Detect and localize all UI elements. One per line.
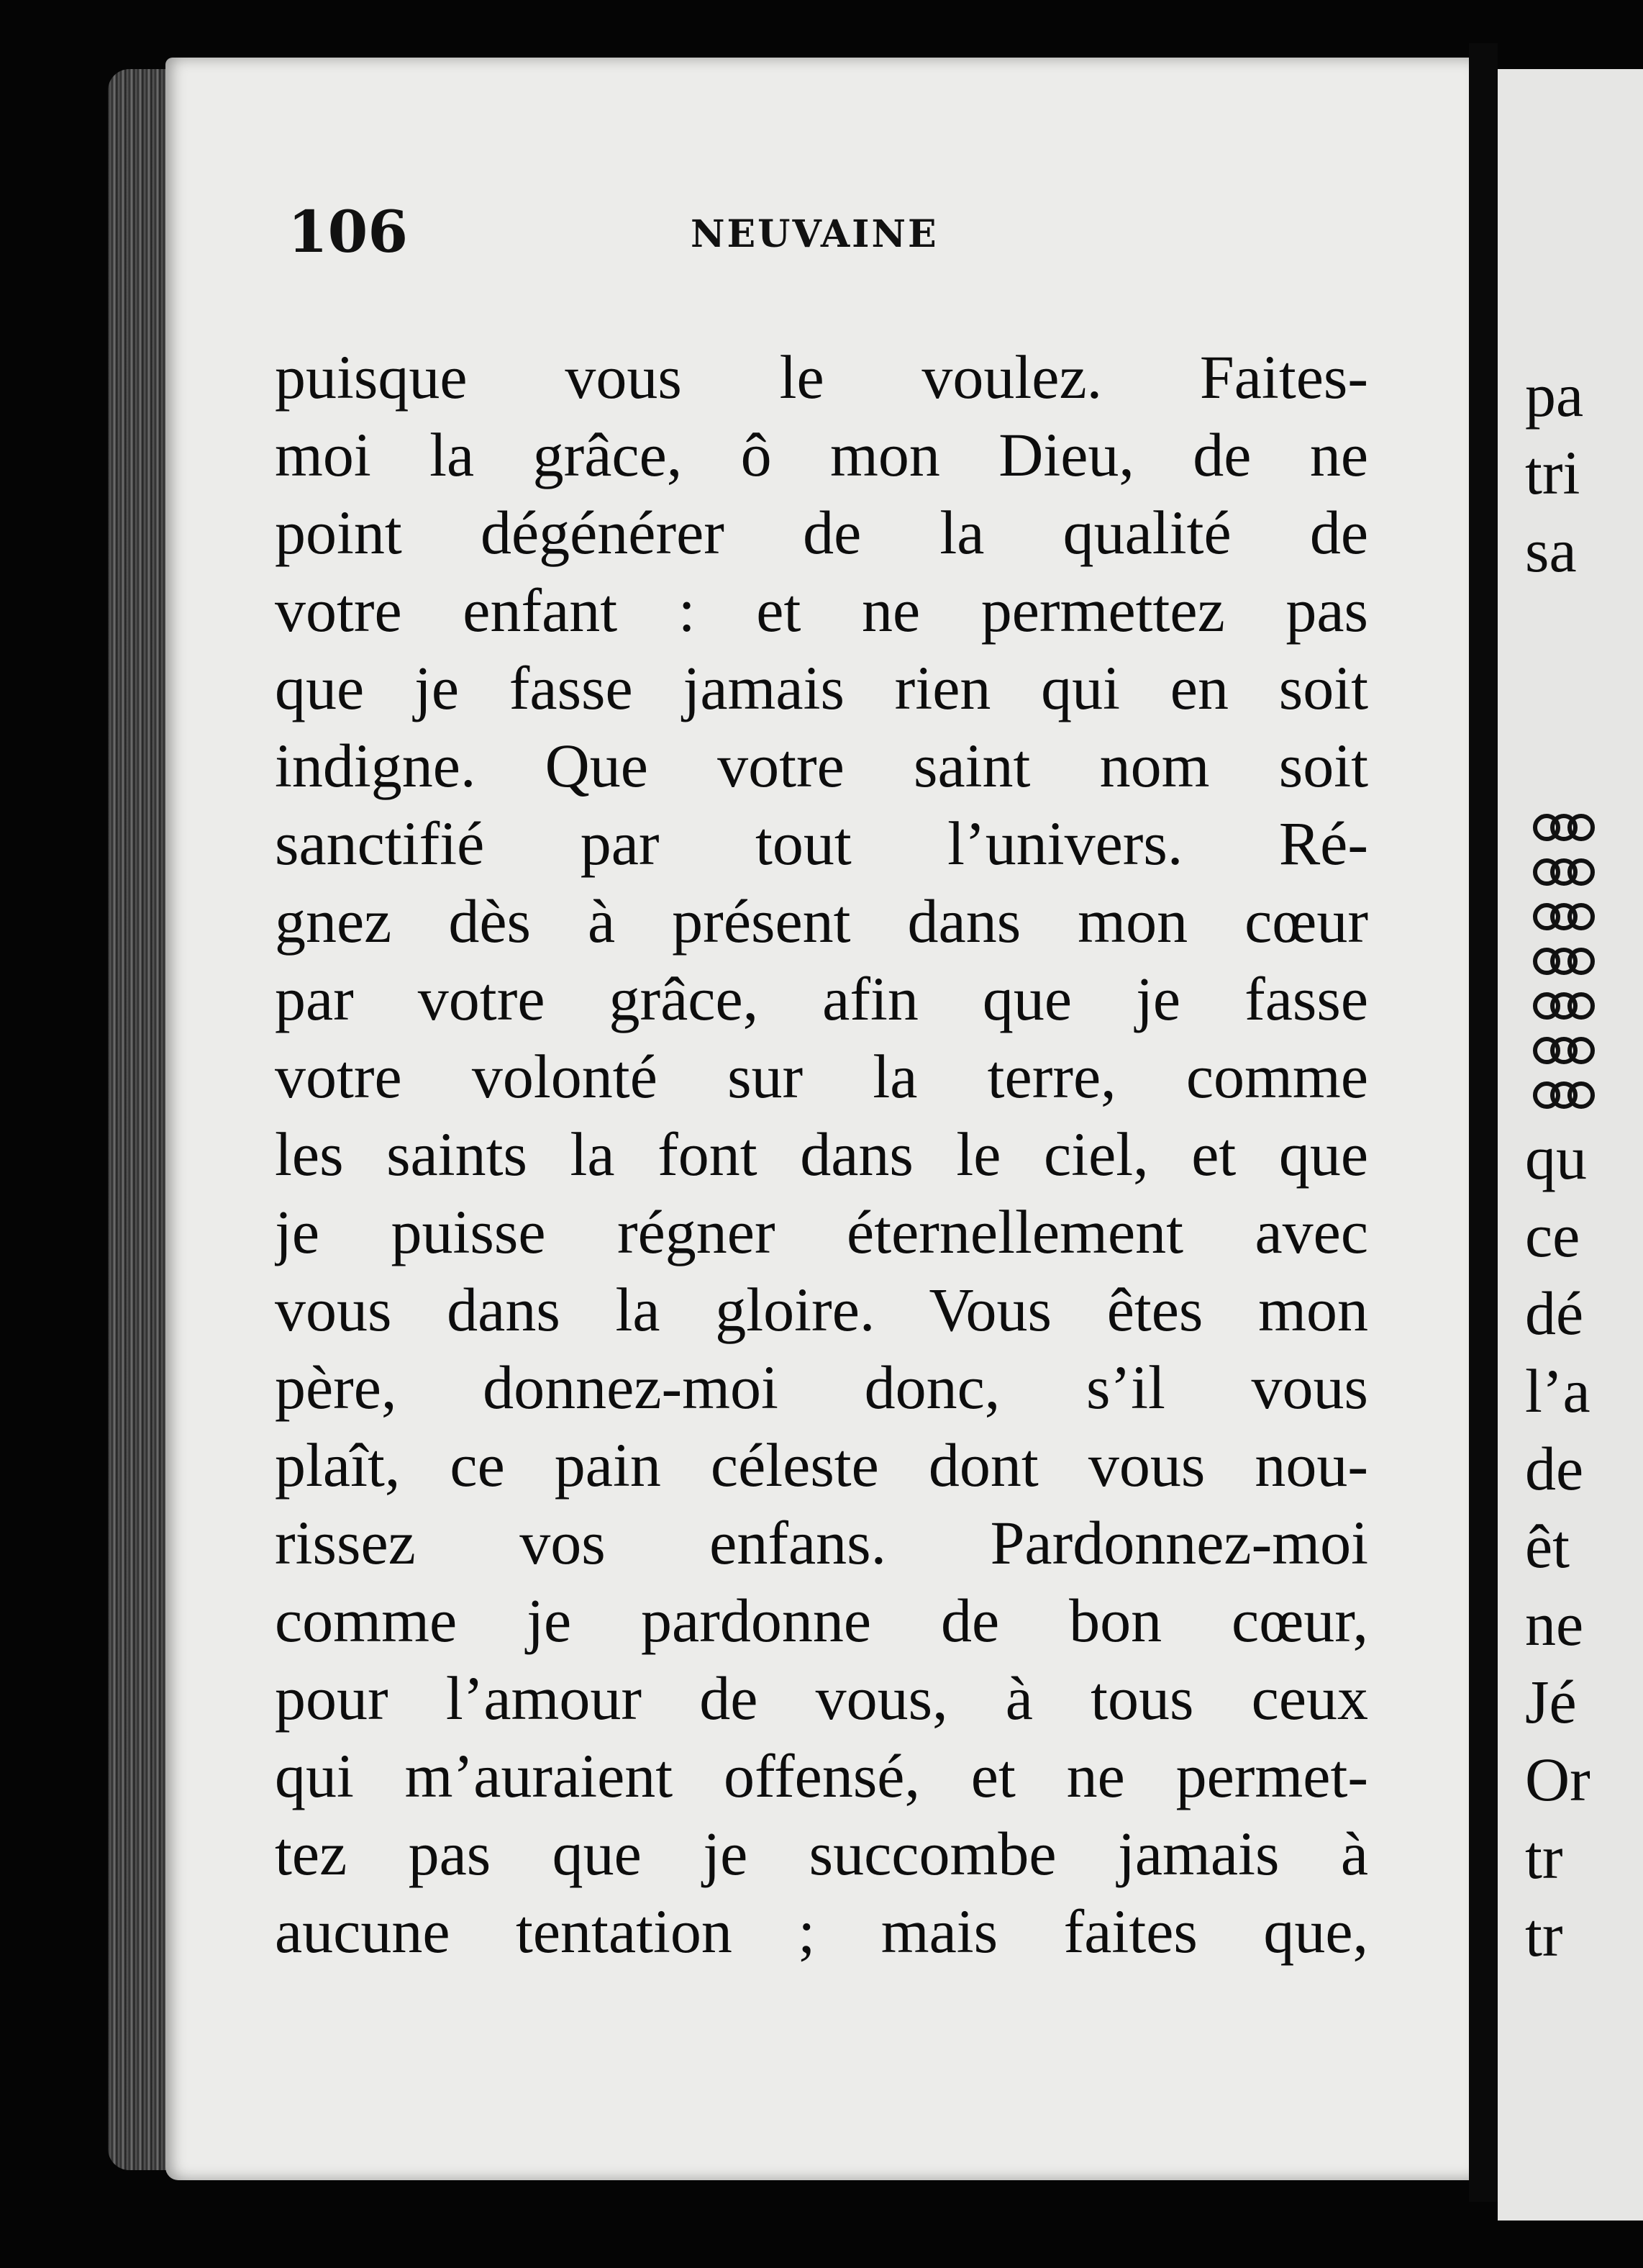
right-page-fragment-text: êt (1525, 1512, 1570, 1581)
running-head-title: NEUVAINE (691, 212, 939, 256)
text-line: indigne. Que votre saint nom soit (275, 731, 1368, 800)
right-page-fragment-text: ne (1525, 1589, 1584, 1659)
text-line: votre volonté sur la terre, comme (275, 1042, 1368, 1111)
right-page-fragment-text: l’a (1525, 1356, 1590, 1425)
floral-ornament-icon (1525, 806, 1643, 1122)
right-page-fragment-text: Jé (1525, 1667, 1577, 1736)
right-page-fragment-text: tr (1525, 1823, 1563, 1892)
text-line: sanctifié par tout l’univers. Ré- (275, 809, 1368, 878)
text-line: aucune tentation ; mais faites que, (275, 1897, 1368, 1966)
text-line: qui m’auraient offensé, et ne permet- (275, 1741, 1368, 1810)
running-head (288, 198, 1367, 270)
page-number: 106 (288, 198, 408, 266)
text-line: comme je pardonne de bon cœur, (275, 1586, 1368, 1655)
text-line: rissez vos enfans. Pardonnez-moi (275, 1508, 1368, 1577)
text-line: que je fasse jamais rien qui en soit (275, 653, 1368, 722)
text-line: gnez dès à présent dans mon cœur (275, 886, 1368, 956)
text-line: père, donnez-moi donc, s’il vous (275, 1353, 1368, 1422)
right-page-fragment-text: tr (1525, 1900, 1563, 1969)
right-page-fragment-text: tri (1525, 438, 1580, 507)
text-line: votre enfant : et ne permettez pas (275, 576, 1368, 645)
text-line: moi la grâce, ô mon Dieu, de ne (275, 420, 1368, 489)
text-line: tez pas que je succombe jamais à (275, 1819, 1368, 1888)
text-line: point dégénérer de la qualité de (275, 498, 1368, 567)
body-text (275, 338, 1368, 1993)
text-line: plaît, ce pain céleste dont vous nou- (275, 1430, 1368, 1500)
text-line: pour l’amour de vous, à tous ceux (275, 1664, 1368, 1733)
text-line: puisque vous le voulez. Faites- (275, 343, 1368, 412)
right-page-fragment-text: de (1525, 1434, 1584, 1503)
right-page-fragment-text: qu (1525, 1123, 1587, 1192)
book-gutter (1469, 43, 1498, 2202)
text-line: je puisse régner éternellement avec (275, 1197, 1368, 1266)
right-page-fragment-text: sa (1525, 516, 1577, 585)
right-page-fragment-text: dé (1525, 1279, 1584, 1348)
right-page-fragment-text: Or (1525, 1745, 1590, 1814)
right-page-fragment-text: ce (1525, 1201, 1580, 1270)
text-line: les saints la font dans le ciel, et que (275, 1120, 1368, 1189)
right-page-fragment-text: pa (1525, 360, 1584, 430)
text-line: vous dans la gloire. Vous êtes mon (275, 1275, 1368, 1344)
text-line: par votre grâce, afin que je fasse (275, 964, 1368, 1033)
